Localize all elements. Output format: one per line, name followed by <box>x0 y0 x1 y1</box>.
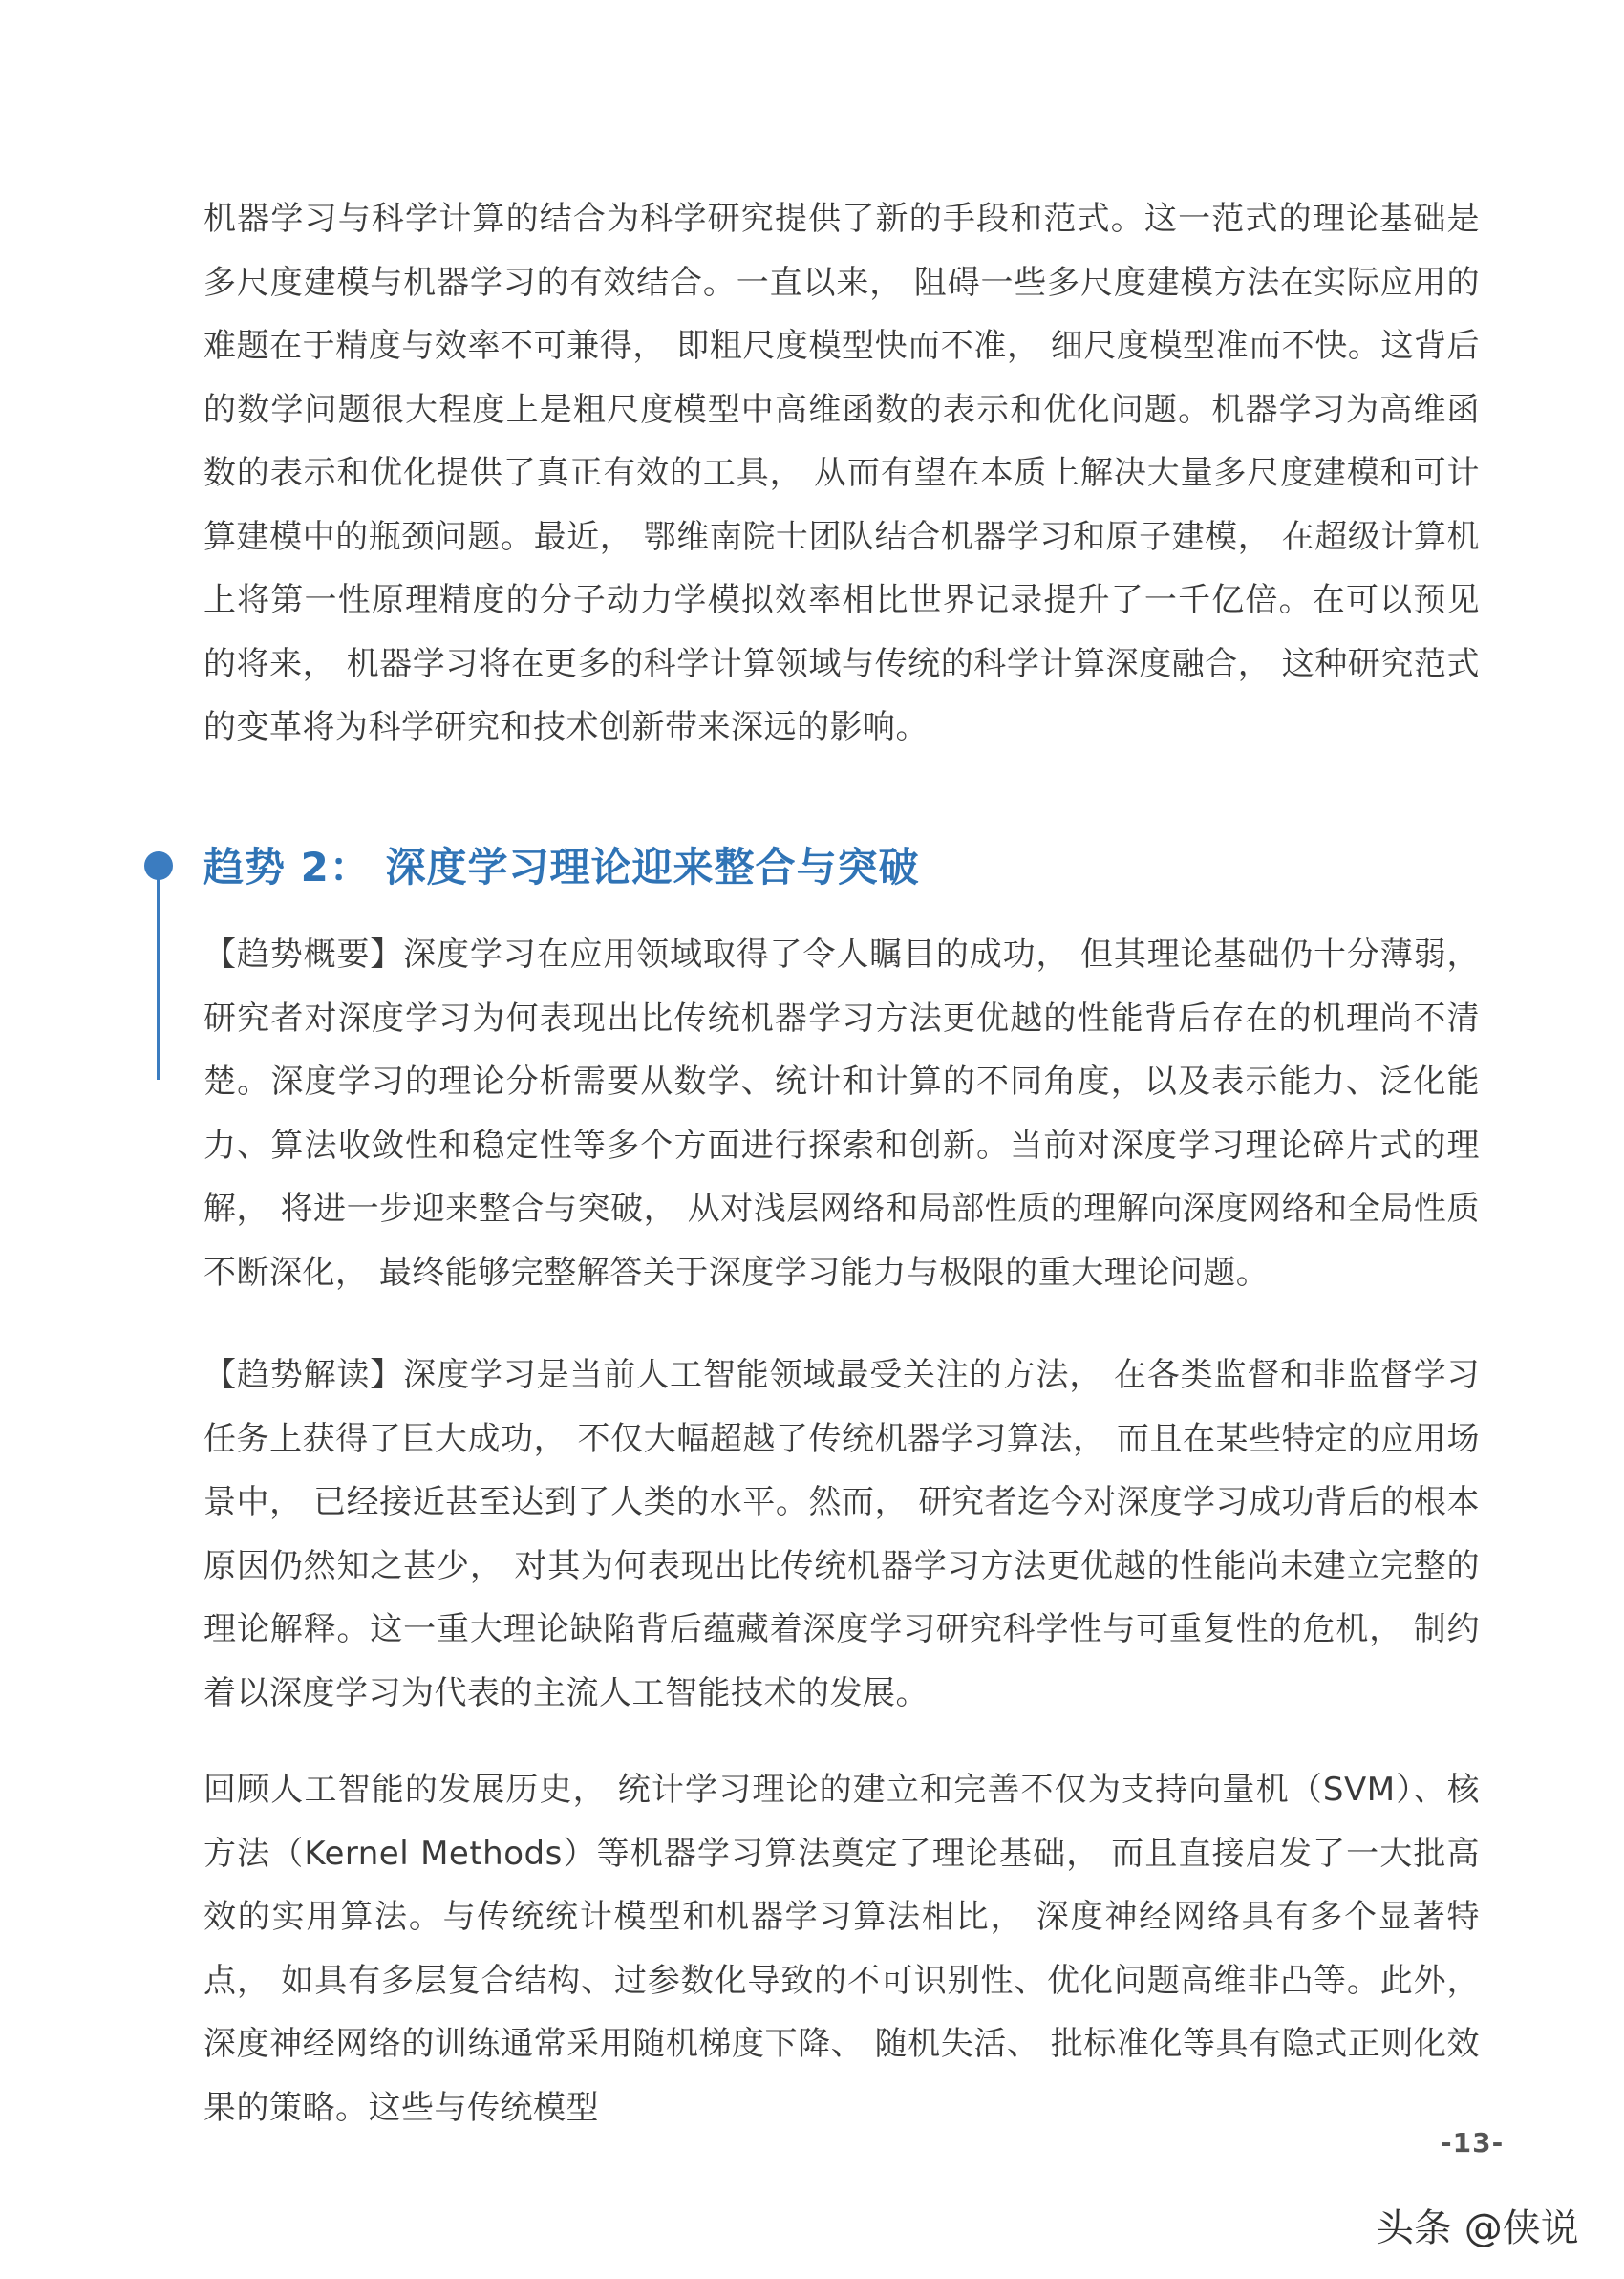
body-paragraph-overview: 【趋势概要】深度学习在应用领域取得了令人瞩目的成功， 但其理论基础仍十分薄弱， 研究者对深度学习为何表现出比传统机器学习方法更优越的性能背后存在的机理尚不清楚。深度学习的理论分析需要从数学、统计和计算的不同角度，以及表示能力、泛化能力、算法收敛性和稳定性等多个方面进行探索和创新。当前对深度学习理论碎片式的理解， 将进一步迎来整合与突破， 从对浅层网络和局部性质的理解向深度网络和全局性质不断深化， 最终能够完整解答关于深度学习能力与极限的重大理论问题。 <box>203 935 1480 1292</box>
body-paragraph-history: 回顾人工智能的发展历史， 统计学习理论的建立和完善不仅为支持向量机（SVM）、核方法（Kernel Methods）等机器学习算法奠定了理论基础， 而且直接启发了一大批高效的实用算法。与传统统计模型和机器学习算法相比， 深度神经网络具有多个显著特点， 如具有多层复合结构、过参数化导致的不可识别性、优化问题高维非凸等。此外， 深度神经网络的训练通常采用随机梯度下降、 随机失活、 批标准化等具有隐式正则化效果的策略。这些与传统模型 <box>203 1771 1480 2127</box>
body-paragraph-intro: 机器学习与科学计算的结合为科学研究提供了新的手段和范式。这一范式的理论基础是多尺度建模与机器学习的有效结合。一直以来， 阻碍一些多尺度建模方法在实际应用的难题在于精度与效率不可兼得， 即粗尺度模型快而不准， 细尺度模型准而不快。这背后的数学问题很大程度上是粗尺度模型中高维函数的表示和优化问题。机器学习为高维函数的表示和优化提供了真正有效的工具， 从而有望在本质上解决大量多尺度建模和可计算建模中的瓶颈问题。最近， 鄂维南院士团队结合机器学习和原子建模， 在超级计算机上将第一性原理精度的分子动力学模拟效率相比世界记录提升了一千亿倍。在可以预见的将来， 机器学习将在更多的科学计算领域与传统的科学计算深度融合， 这种研究范式的变革将为科学研究和技术创新带来深远的影响。 <box>203 200 1480 746</box>
watermark: 头条 @侠说 <box>1376 2206 1579 2250</box>
section-title: 趋势 2： 深度学习理论迎来整合与突破 <box>203 844 920 891</box>
body-paragraph-interpretation: 【趋势解读】深度学习是当前人工智能领域最受关注的方法， 在各类监督和非监督学习任务上获得了巨大成功， 不仅大幅超越了传统机器学习算法， 而且在某些特定的应用场景中， 已经接近甚至达到了人类的水平。然而， 研究者迄今对深度学习成功背后的根本原因仍然知之甚少， 对其为何表现出比传统机器学习方法更优越的性能尚未建立完整的理论解释。这一重大理论缺陷背后蕴藏着深度学习研究科学性与可重复性的危机， 制约着以深度学习为代表的主流人工智能技术的发展。 <box>203 1356 1480 1712</box>
section-marker-line <box>157 874 160 1080</box>
page-number: -13- <box>1441 2127 1505 2159</box>
